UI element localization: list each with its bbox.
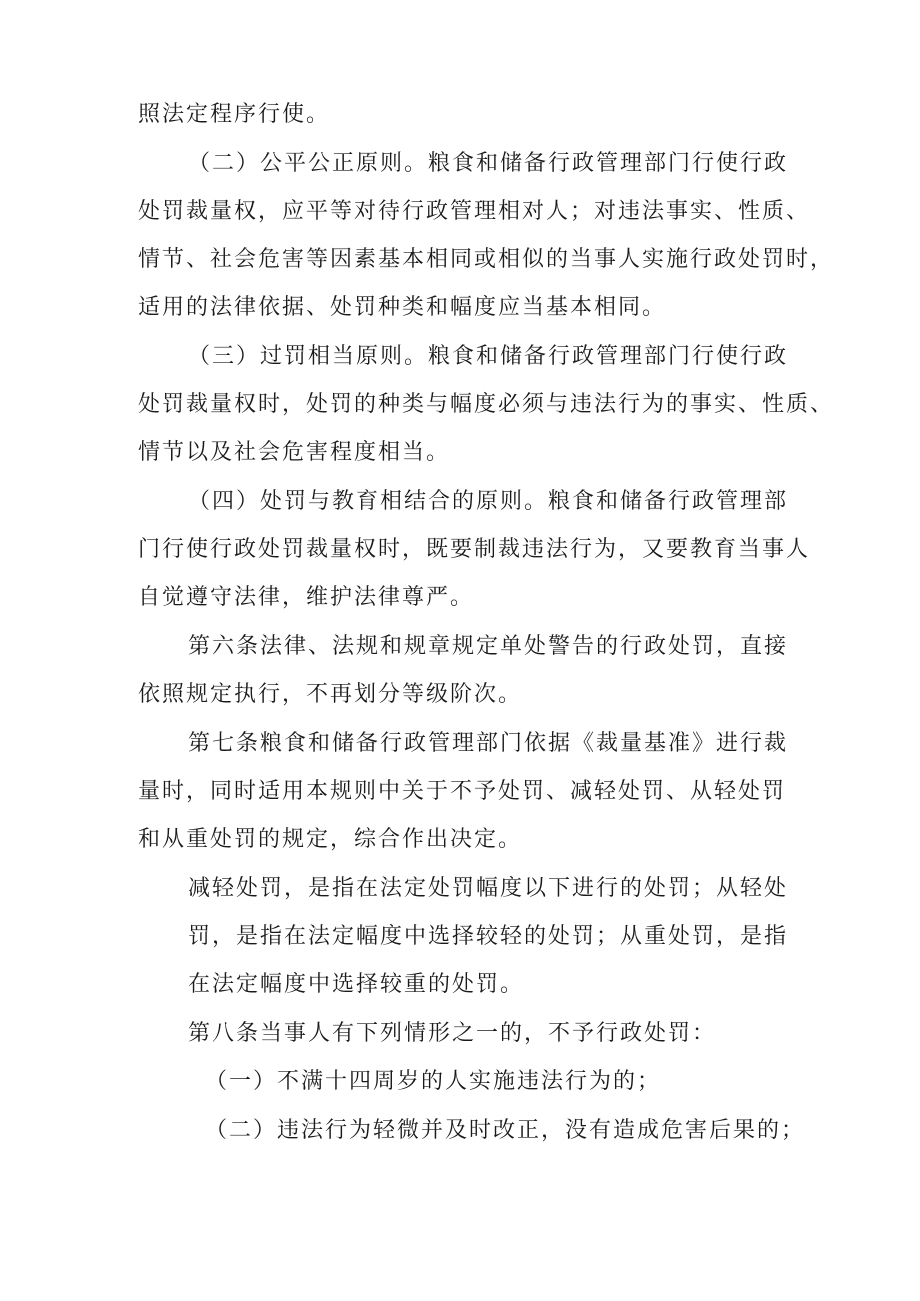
text-line: 和从重处罚的规定，综合作出决定。 [138,827,523,852]
text-line: （二）违法行为轻微并及时改正，没有造成危害后果的； [205,1118,806,1143]
text-line: 依照规定执行，不再划分等级阶次。 [138,682,523,707]
text-line: 处罚裁量权，应平等对待行政管理相对人；对违法事实、性质、 [138,199,811,224]
text-line: 情节、社会危害等因素基本相同或相似的当事人实施行政处罚时， [138,247,835,272]
text-line: （一）不满十四周岁的人实施违法行为的； [205,1069,662,1094]
text-line: 第八条当事人有下列情形之一的，不予行政处罚： [188,1021,717,1046]
text-line: 适用的法律依据、处罚种类和幅度应当基本相同。 [138,295,667,320]
text-line: （二）公平公正原则。粮食和储备行政管理部门行使行政 [188,151,789,176]
text-line: 照法定程序行使。 [138,102,331,127]
text-line: 第七条粮食和储备行政管理部门依据《裁量基准》进行裁 [188,731,789,756]
text-line: （四）处罚与教育相结合的原则。粮食和储备行政管理部 [188,489,789,514]
text-line: 情节以及社会危害程度相当。 [138,440,451,465]
text-line: 罚，是指在法定幅度中选择较轻的处罚；从重处罚，是指 [188,924,789,949]
text-line: 在法定幅度中选择较重的处罚。 [188,972,525,997]
text-line: 门行使行政处罚裁量权时，既要制裁违法行为，又要教育当事人 [138,537,811,562]
text-line: 自觉遵守法律，维护法律尊严。 [138,585,475,610]
text-line: 第六条法律、法规和规章规定单处警告的行政处罚，直接 [188,634,789,659]
text-line: 处罚裁量权时，处罚的种类与幅度必须与违法行为的事实、性质、 [138,392,835,417]
text-line: 减轻处罚，是指在法定处罚幅度以下进行的处罚；从轻处 [188,876,789,901]
text-line: 量时，同时适用本规则中关于不予处罚、减轻处罚、从轻处罚 [138,779,787,804]
text-line: （三）过罚相当原则。粮食和储备行政管理部门行使行政 [188,344,789,369]
